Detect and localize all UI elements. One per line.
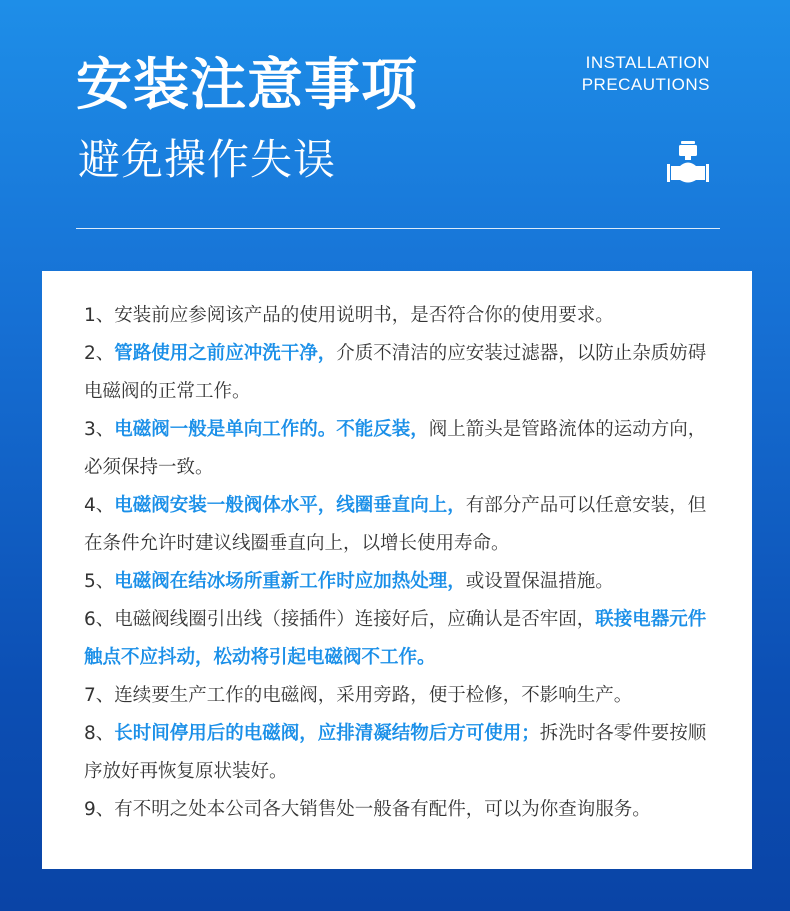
english-title — [582, 52, 710, 96]
item-highlight: 管路使用之前应冲洗干净， — [114, 343, 337, 364]
item-number: 7、 — [84, 685, 115, 706]
list-item — [84, 715, 724, 791]
list-item — [84, 563, 724, 601]
list-item — [84, 487, 724, 563]
precautions-list — [84, 297, 724, 829]
page-title: 安装注意事项 — [76, 53, 418, 118]
item-number: 2、 — [84, 343, 115, 364]
list-item — [84, 791, 724, 829]
list-item — [84, 677, 724, 715]
english-title-line2: PRECAUTIONS — [581, 75, 710, 94]
item-number: 4、 — [84, 495, 115, 516]
item-highlight: 电磁阀一般是单向工作的。不能反装， — [114, 419, 429, 440]
item-number: 8、 — [84, 723, 115, 744]
item-number: 3、 — [84, 419, 115, 440]
item-text: 有不明之处本公司各大销售处一般备有配件，可以为你查询服务。 — [114, 799, 651, 820]
header-divider — [76, 228, 720, 229]
item-highlight: 长时间停用后的电磁阀，应排清凝结物后方可使用； — [114, 723, 540, 744]
list-item — [84, 297, 724, 335]
item-highlight-2: 联接电器元件触点不应抖动，松动将引起电磁阀不工作。 — [84, 609, 707, 668]
item-highlight: 电磁阀安装一般阀体水平，线圈垂直向上， — [114, 495, 466, 516]
item-text: 拆洗时各零件要按顺序放好再恢复原状装好。 — [84, 723, 707, 782]
item-text: 或设置保温措施。 — [465, 571, 614, 592]
item-number: 9、 — [84, 799, 115, 820]
item-highlight: 电磁阀在结冰场所重新工作时应加热处理， — [114, 571, 466, 592]
list-item — [84, 335, 724, 411]
list-item — [84, 411, 724, 487]
item-text: 介质不清洁的应安装过滤器，以防止杂质妨碍电磁阀的正常工作。 — [84, 343, 707, 402]
item-number: 5、 — [84, 571, 115, 592]
list-item — [84, 601, 724, 677]
item-number: 1、 — [84, 305, 115, 326]
solenoid-valve-icon — [667, 140, 709, 184]
item-text: 电磁阀线圈引出线（接插件）连接好后，应确认是否牢固， — [114, 609, 596, 630]
precautions-card — [42, 271, 752, 869]
item-text: 连续要生产工作的电磁阀，采用旁路，便于检修，不影响生产。 — [114, 685, 633, 706]
page-subtitle: 避免操作失误 — [78, 135, 337, 184]
item-number: 6、 — [84, 609, 115, 630]
item-text: 阀上箭头是管路流体的运动方向，必须保持一致。 — [84, 419, 707, 478]
item-text: 有部分产品可以任意安装，但在条件允许时建议线圈垂直向上，以增长使用寿命。 — [84, 495, 707, 554]
item-text: 安装前应参阅该产品的使用说明书，是否符合你的使用要求。 — [114, 305, 614, 326]
english-title-line1: INSTALLATION — [585, 53, 710, 72]
